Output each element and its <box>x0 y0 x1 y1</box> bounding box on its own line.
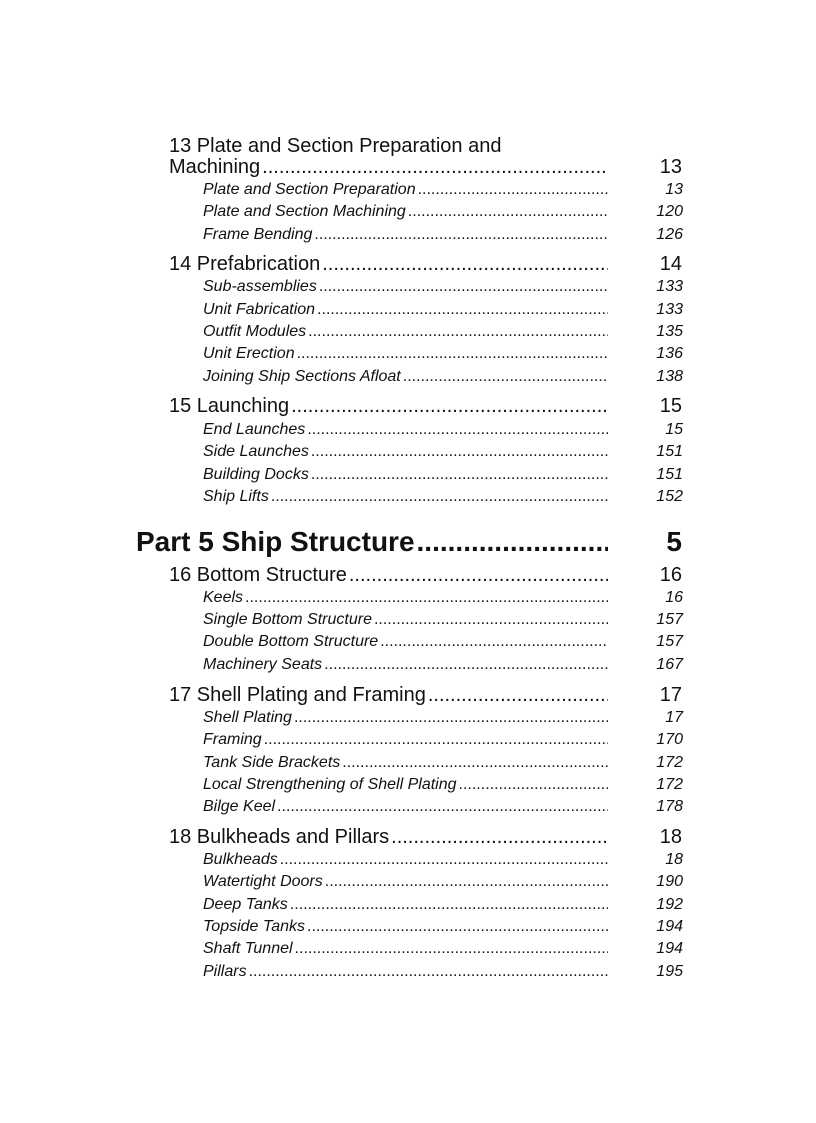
section-page: 16 <box>665 589 683 606</box>
section-title: Sub-assemblies <box>203 278 317 295</box>
section-title: Topside Tanks <box>203 918 305 935</box>
dot-leader <box>291 395 608 418</box>
dot-leader <box>307 918 608 936</box>
dot-leader <box>349 564 608 587</box>
chapter-13-title-line1: 13 Plate and Section Preparation and <box>169 135 502 157</box>
section-entry[interactable] <box>203 656 608 674</box>
section-entry[interactable] <box>203 940 608 958</box>
section-page: 194 <box>656 940 683 957</box>
section-entry[interactable] <box>203 488 608 506</box>
section-title: Building Docks <box>203 466 309 483</box>
dot-leader <box>262 156 608 179</box>
section-page: 172 <box>656 754 683 771</box>
dot-leader <box>294 709 608 727</box>
section-page: 172 <box>656 776 683 793</box>
dot-leader <box>277 798 608 816</box>
section-page: 126 <box>656 226 683 243</box>
section-title: Plate and Section Machining <box>203 203 406 220</box>
dot-leader <box>319 278 608 296</box>
section-title: Watertight Doors <box>203 873 323 890</box>
section-title: Tank Side Brackets <box>203 754 341 771</box>
dot-leader <box>264 731 608 749</box>
section-page: 170 <box>656 731 683 748</box>
chapter-title: 17 Shell Plating and Framing <box>169 684 426 706</box>
chapter-title: 14 Prefabrication <box>169 253 321 275</box>
chapter-17-page: 17 <box>659 684 682 706</box>
dot-leader <box>428 684 608 707</box>
section-entry[interactable] <box>203 466 608 484</box>
section-title: Bulkheads <box>203 851 278 868</box>
section-title: Unit Fabrication <box>203 301 316 318</box>
chapter-title: 16 Bottom Structure <box>169 564 347 586</box>
dot-leader <box>249 963 608 981</box>
section-title: Pillars <box>203 963 247 980</box>
section-entry[interactable] <box>203 963 608 981</box>
section-page: 194 <box>656 918 683 935</box>
dot-leader <box>295 940 608 958</box>
section-entry[interactable] <box>203 918 608 936</box>
section-page: 17 <box>665 709 683 726</box>
section-page: 133 <box>656 301 683 318</box>
dot-leader <box>325 873 608 891</box>
section-page: 152 <box>656 488 683 505</box>
section-entry[interactable] <box>203 873 608 891</box>
section-entry[interactable] <box>203 851 608 869</box>
dot-leader <box>245 589 608 607</box>
section-page: 178 <box>656 798 683 815</box>
dot-leader <box>297 345 608 363</box>
section-title: Local Strengthening of Shell Plating <box>203 776 457 793</box>
section-title: Side Launches <box>203 443 309 460</box>
dot-leader <box>418 181 608 199</box>
section-title: Unit Erection <box>203 345 295 362</box>
section-title: Shaft Tunnel <box>203 940 293 957</box>
dot-leader <box>374 611 608 629</box>
section-title: Keels <box>203 589 244 606</box>
dot-leader <box>380 633 608 651</box>
section-entry[interactable] <box>203 896 608 914</box>
section-title: Bilge Keel <box>203 798 276 815</box>
chapter-16-entry[interactable] <box>169 564 608 587</box>
dot-leader <box>280 851 608 869</box>
dot-leader <box>417 526 608 558</box>
section-page: 136 <box>656 345 683 362</box>
section-entry[interactable] <box>203 301 608 319</box>
section-entry[interactable] <box>203 421 608 439</box>
chapter-13-title-line2: Machining <box>169 156 261 178</box>
section-page: 151 <box>656 443 683 460</box>
section-entry[interactable] <box>203 345 608 363</box>
section-entry[interactable] <box>203 731 608 749</box>
section-page: 192 <box>656 896 683 913</box>
dot-leader <box>314 226 608 244</box>
dot-leader <box>307 421 608 439</box>
chapter-15-entry[interactable] <box>169 395 608 418</box>
section-entry[interactable] <box>203 278 608 296</box>
dot-leader <box>408 203 608 221</box>
section-page: 120 <box>656 203 683 220</box>
section-title: Shell Plating <box>203 709 292 726</box>
section-entry[interactable] <box>203 798 608 816</box>
section-title: Machinery Seats <box>203 656 323 673</box>
section-page: 167 <box>656 656 683 673</box>
dot-leader <box>311 466 608 484</box>
chapter-13-entry[interactable] <box>169 156 608 179</box>
section-page: 157 <box>656 611 683 628</box>
section-page: 138 <box>656 368 683 385</box>
dot-leader <box>403 368 608 386</box>
dot-leader <box>308 323 608 341</box>
part-5-page: 5 <box>666 526 682 557</box>
section-page: 151 <box>656 466 683 483</box>
dot-leader <box>322 253 608 276</box>
dot-leader <box>391 826 608 849</box>
dot-leader <box>271 488 608 506</box>
dot-leader <box>459 776 608 794</box>
dot-leader <box>290 896 608 914</box>
section-title: Framing <box>203 731 262 748</box>
section-page: 190 <box>656 873 683 890</box>
section-entry[interactable] <box>203 633 608 651</box>
chapter-title: 18 Bulkheads and Pillars <box>169 826 390 848</box>
section-entry[interactable] <box>203 323 608 341</box>
chapter-16-page: 16 <box>659 564 682 586</box>
section-title: Frame Bending <box>203 226 313 243</box>
chapter-14-page: 14 <box>659 253 682 275</box>
section-title: Double Bottom Structure <box>203 633 379 650</box>
chapter-17-entry[interactable] <box>169 684 608 707</box>
section-title: Outfit Modules <box>203 323 307 340</box>
part-title: Part 5 Ship Structure <box>136 526 415 557</box>
section-page: 195 <box>656 963 683 980</box>
section-entry[interactable] <box>203 754 608 772</box>
section-page: 135 <box>656 323 683 340</box>
chapter-13-page: 13 <box>659 156 682 178</box>
dot-leader <box>324 656 608 674</box>
section-title: Ship Lifts <box>203 488 269 505</box>
section-title: Deep Tanks <box>203 896 288 913</box>
section-entry[interactable] <box>203 611 608 629</box>
section-page: 133 <box>656 278 683 295</box>
section-entry[interactable] <box>203 203 608 221</box>
part-5-entry[interactable] <box>136 526 608 558</box>
section-entry[interactable] <box>203 709 608 727</box>
section-title: Joining Ship Sections Afloat <box>203 368 401 385</box>
section-entry[interactable] <box>203 368 608 386</box>
section-entry[interactable] <box>203 776 608 794</box>
section-entry[interactable] <box>203 181 608 199</box>
section-title: End Launches <box>203 421 306 438</box>
dot-leader <box>311 443 608 461</box>
dot-leader <box>342 754 608 772</box>
chapter-18-page: 18 <box>659 826 682 848</box>
section-entry[interactable] <box>203 226 608 244</box>
section-entry[interactable] <box>203 589 608 607</box>
chapter-title: 15 Launching <box>169 395 290 417</box>
section-page: 18 <box>665 851 683 868</box>
section-entry[interactable] <box>203 443 608 461</box>
section-title: Plate and Section Preparation <box>203 181 416 198</box>
dot-leader <box>317 301 608 319</box>
section-title: Single Bottom Structure <box>203 611 372 628</box>
section-page: 157 <box>656 633 683 650</box>
chapter-18-entry[interactable] <box>169 826 608 849</box>
section-page: 13 <box>665 181 683 198</box>
section-page: 15 <box>665 421 683 438</box>
chapter-14-entry[interactable] <box>169 253 608 276</box>
chapter-15-page: 15 <box>659 395 682 417</box>
